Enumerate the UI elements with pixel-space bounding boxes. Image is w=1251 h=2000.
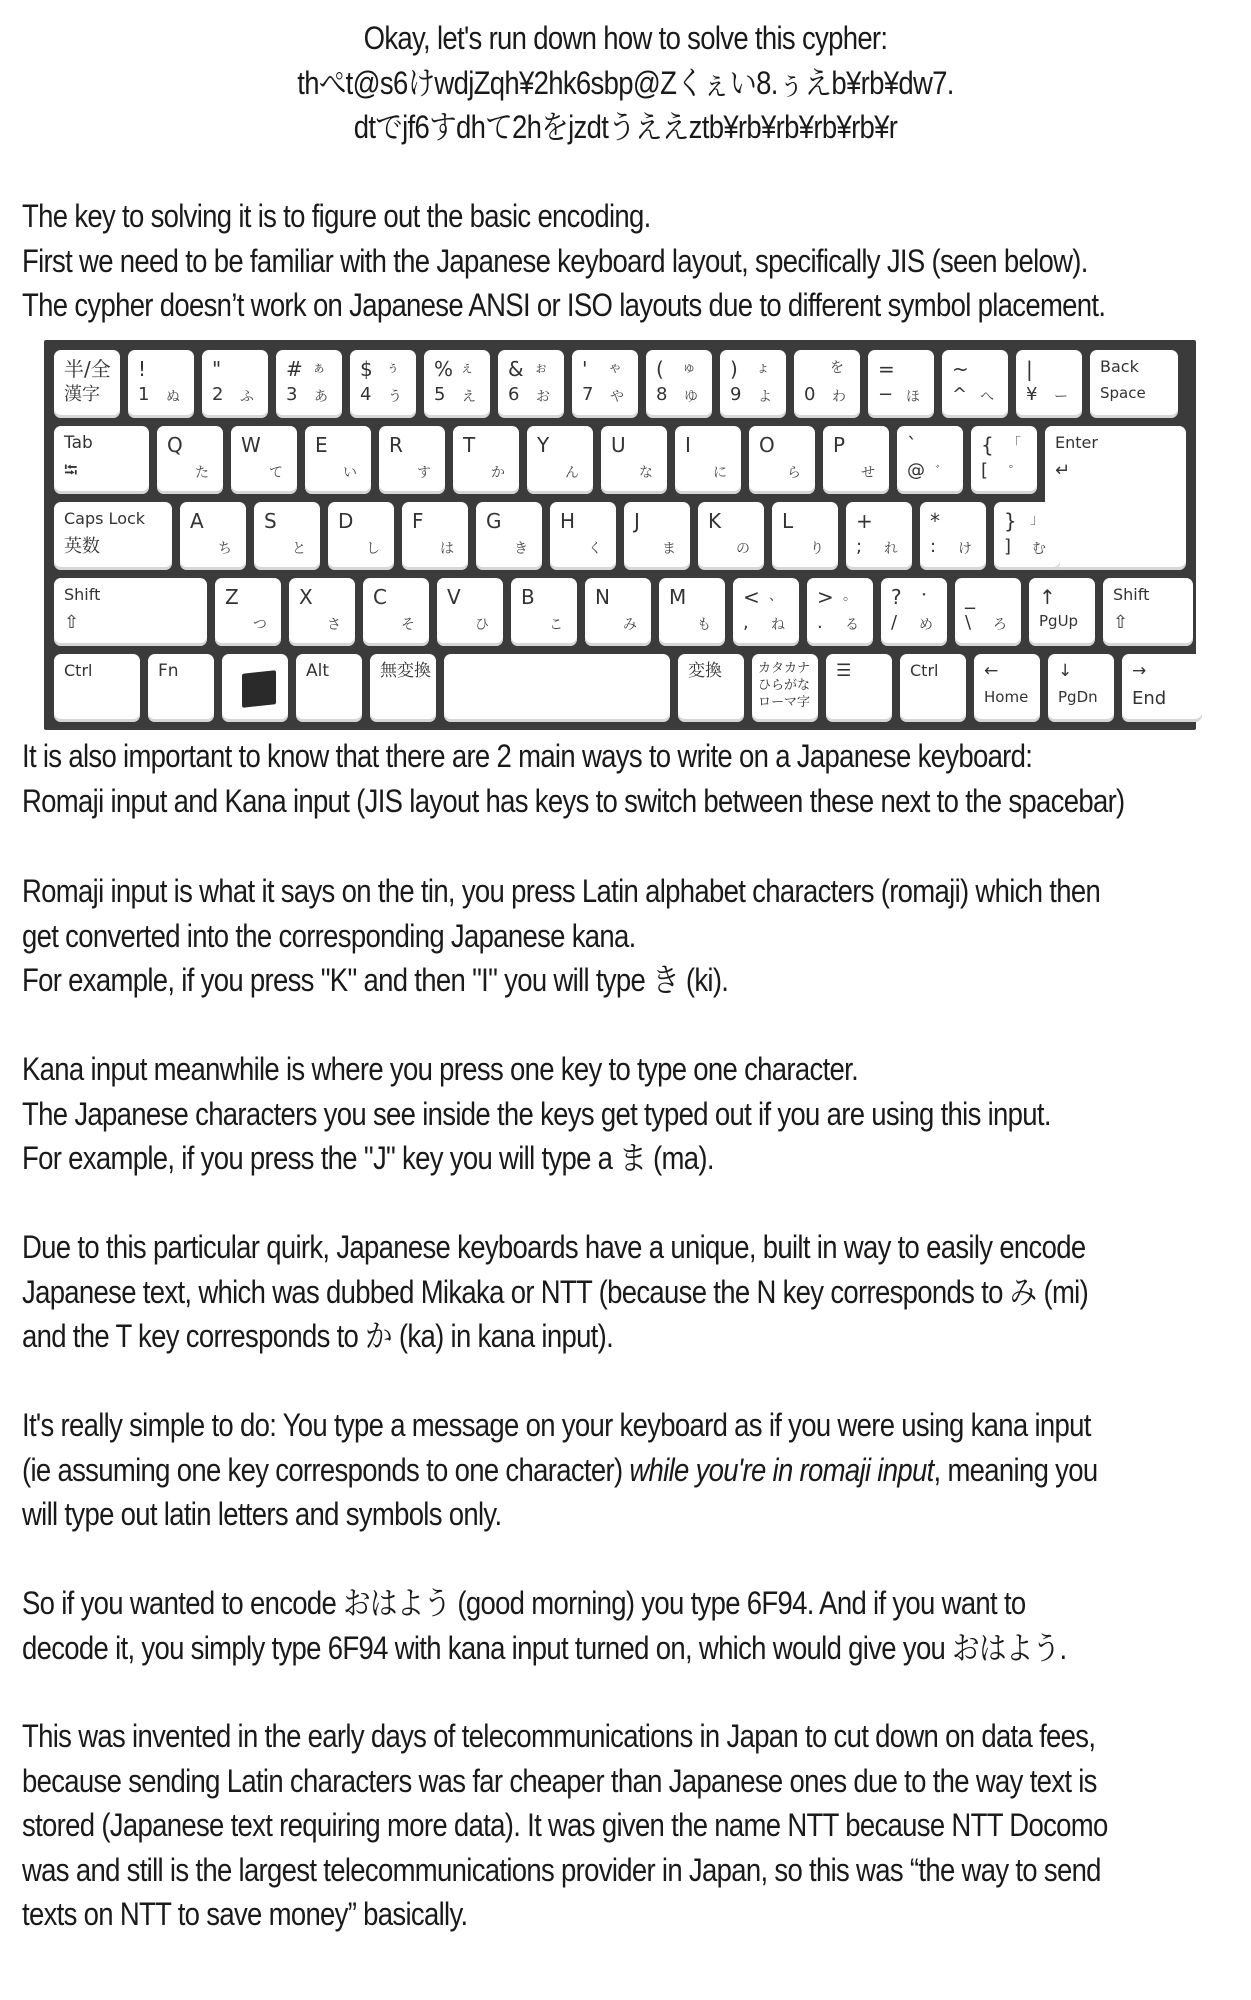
key-legend-k: ろ (993, 617, 1007, 633)
key-row1-1 (128, 350, 194, 418)
key-legend-ka: ぉ (534, 360, 548, 376)
key-legend-b: Space (1100, 384, 1146, 402)
key-legend-a: $ (360, 357, 373, 381)
key-row3-0 (54, 502, 172, 570)
key-legend-k: ま (662, 541, 676, 557)
paragraph-line: The cypher doesn’t work on Japanese ANSI or ISO layouts due to different symbol placement. (22, 287, 1106, 323)
key-row4-3 (363, 578, 429, 646)
key-legend-b: End (1132, 688, 1167, 709)
paragraph-line: First we need to be familiar with the Japanese keyboard layout, specifically JIS (seen below). (22, 242, 1088, 279)
key-legend-a: ☰ (836, 661, 852, 681)
key-legend-b: PgDn (1058, 688, 1098, 706)
paragraph-line: Romaji input and Kana input (JIS layout has keys to switch between these next to the spacebar) (22, 782, 1125, 819)
key-row5-4 (370, 654, 436, 722)
key-legend-a: Shift (64, 585, 101, 604)
paragraph-line: The Japanese characters you see inside the keys get typed out if you are using this input. (22, 1095, 1051, 1132)
cypher-line-1: thぺt@s6けwdjZqh¥2hk6sbp@Zくぇい8.ぅえb¥rb¥dw7. (297, 64, 954, 101)
key-legend-ka: 、 (769, 588, 783, 604)
key-legend-a: ↑ (1039, 585, 1056, 609)
key-legend-a: ( (656, 357, 664, 381)
paragraph-line: Romaji input is what it says on the tin, you press Latin alphabet characters (romaji) which then (22, 873, 1101, 909)
key-legend-k: あ (314, 389, 328, 405)
key-row2-2 (231, 426, 297, 494)
key-legend-k: る (845, 617, 859, 633)
key-legend-k: ふ (240, 389, 254, 405)
key-row3-5 (476, 502, 542, 570)
paragraph-line: decode it, you simply type 6F94 with kana input turned on, which would give you おはよう. (22, 1629, 1067, 1666)
key-legend-k: ん (565, 465, 579, 481)
key-legend-ka: ょ (756, 360, 770, 376)
key-row1-0 (54, 350, 120, 418)
key-row4-0 (54, 578, 207, 646)
key-legend-k: は (440, 541, 454, 557)
key-legend-a: F (412, 509, 424, 533)
key-legend-a: V (447, 585, 461, 609)
key-legend-b: 8 (656, 384, 668, 405)
key-row4-7 (659, 578, 725, 646)
section-romaji (22, 869, 1235, 1003)
key-legend-b: ^ (952, 384, 968, 405)
key-legend-a: P (833, 433, 846, 457)
key-row4-1 (215, 578, 281, 646)
key-row4-12 (1029, 578, 1095, 646)
paragraph-line: get converted into the corresponding Japanese kana. (22, 917, 636, 954)
key-row5-7 (752, 654, 818, 722)
key-legend-k: ゜ (1009, 465, 1023, 481)
key-legend-a: C (373, 585, 387, 609)
key-legend-b: PgUp (1039, 612, 1079, 630)
paragraph-line-mixed (22, 1448, 1235, 1493)
key-legend-a: Enter (1055, 433, 1098, 452)
section-how-to (22, 1403, 1235, 1537)
key-legend-a: | (1026, 357, 1033, 381)
key-legend-b: 3 (286, 384, 298, 405)
paragraph-line: This was invented in the early days of telecommunications in Japan to cut down on data fees, (22, 1718, 1096, 1754)
key-legend-k: み (623, 617, 637, 633)
key-legend-k: て (269, 465, 283, 481)
key-legend-k: め (919, 617, 933, 633)
paragraph-line: So if you wanted to encode おはよう (good morning) you type 6F94. And if you want to (22, 1585, 1026, 1621)
key-row1-13 (1016, 350, 1082, 418)
paragraph-line: was and still is the largest telecommunications provider in Japan, so this was “the way to send (22, 1851, 1101, 1888)
key-row2-5 (453, 426, 519, 494)
key-row4-8 (733, 578, 799, 646)
key-legend-ka: ぇ (460, 360, 474, 376)
key-row2-11 (897, 426, 963, 494)
text-run: , meaning you (933, 1451, 1098, 1488)
key-legend-k: へ (980, 389, 994, 405)
key-legend-a: ← (984, 661, 999, 681)
key-row1-11 (868, 350, 934, 418)
key-legend-b: − (878, 384, 894, 405)
windows-logo-icon (242, 670, 276, 708)
key-legend-k: と (292, 541, 306, 557)
key-legend-a: G (486, 509, 502, 533)
key-legend-b: ひらがな (758, 678, 811, 693)
key-row5-11 (1048, 654, 1114, 722)
key-row4-4 (437, 578, 503, 646)
key-legend-a: Alt (306, 661, 330, 681)
key-legend-a: < (743, 585, 760, 609)
key-legend-a: M (669, 585, 687, 609)
key-legend-a: K (708, 509, 722, 533)
paragraph-line: The key to solving it is to figure out the basic encoding. (22, 198, 651, 234)
key-legend-k: よ (758, 389, 772, 405)
key-legend-ka: ゅ (682, 360, 696, 376)
key-row3-9 (772, 502, 838, 570)
key-legend-b: 2 (212, 384, 224, 405)
key-legend-k: ゛ (935, 465, 949, 481)
paragraph-line: For example, if you press the "J" key you will type a ま (ma). (22, 1140, 714, 1176)
key-legend-a: % (434, 357, 454, 381)
key-legend-a: D (338, 509, 354, 533)
key-legend-b: 英数 (64, 536, 100, 557)
key-legend-a: → (1132, 661, 1147, 681)
key-legend-a: Z (225, 585, 239, 609)
key-legend-a: L (782, 509, 794, 533)
key-legend-ka: ゃ (608, 360, 622, 376)
paragraph-line: It's really simple to do: You type a message on your keyboard as if you were using kana input (22, 1407, 1091, 1443)
key-row1-5 (424, 350, 490, 418)
key-legend-c: ローマ字 (758, 695, 811, 710)
key-legend-a: } (1004, 509, 1017, 533)
key-legend-k: く (588, 541, 602, 557)
text-run: (ie assuming one key corresponds to one character) (22, 1451, 630, 1488)
key-legend-a: " (212, 357, 222, 381)
key-legend-a: E (315, 433, 328, 457)
key-row5-2 (222, 654, 288, 722)
key-row3-1 (180, 502, 246, 570)
section-kana (22, 1047, 1235, 1181)
key-legend-k: ー (1054, 389, 1068, 405)
key-legend-k: ぬ (166, 389, 180, 405)
key-legend-k: お (536, 389, 550, 405)
key-legend-a: B (521, 585, 535, 609)
paragraph-line: and the T key corresponds to か (ka) in kana input). (22, 1318, 614, 1354)
intro-block (0, 16, 1251, 150)
key-legend-k: り (810, 541, 824, 557)
paragraph-line: Japanese text, which was dubbed Mikaka or NTT (because the N key corresponds to み (mi) (22, 1273, 1089, 1310)
key-legend-k: き (514, 541, 528, 557)
key-legend-a: N (595, 585, 610, 609)
paragraph-line: For example, if you press "K" and then "I" you will type き (ki). (22, 962, 729, 998)
key-row2-0 (54, 426, 149, 494)
key-legend-k: わ (832, 389, 846, 405)
key-legend-k: に (713, 465, 727, 481)
key-legend-k: か (491, 465, 505, 481)
paragraph-line: Kana input meanwhile is where you press one key to type one character. (22, 1051, 859, 1087)
key-legend-a: Fn (158, 661, 179, 681)
key-legend-a: O (759, 433, 775, 457)
key-legend-k: う (388, 389, 402, 405)
paragraph-line: because sending Latin characters was far cheaper than Japanese ones due to the way text is (22, 1762, 1097, 1799)
key-legend-k: た (195, 465, 209, 481)
key-row5-0 (54, 654, 140, 722)
paragraph-line: It is also important to know that there are 2 main ways to write on a Japanese keyboard: (22, 738, 1033, 774)
key-row4-6 (585, 578, 651, 646)
key-legend-a: W (241, 433, 261, 457)
key-legend-k: し (366, 541, 380, 557)
key-row3-12 (994, 502, 1060, 570)
key-row5-3 (296, 654, 362, 722)
key-legend-ka: ・ (917, 588, 931, 604)
key-legend-k: い (343, 465, 357, 481)
key-row1-7 (572, 350, 638, 418)
key-row3-10 (846, 502, 912, 570)
key-row2-10 (823, 426, 889, 494)
key-legend-k: れ (884, 541, 898, 557)
key-legend-a: Ctrl (64, 661, 93, 680)
key-legend-k: ね (771, 617, 785, 633)
key-row2-4 (379, 426, 445, 494)
key-legend-a: X (299, 585, 313, 609)
key-legend-ka: 」 (1030, 512, 1044, 528)
key-legend-b: : (930, 536, 937, 557)
key-legend-b: ] (1004, 536, 1012, 557)
key-legend-b: @ (907, 460, 925, 481)
key-row2-9 (749, 426, 815, 494)
key-row5-6 (678, 654, 744, 722)
key-legend-b: 4 (360, 384, 372, 405)
key-row1-10 (794, 350, 860, 418)
key-legend-a: H (560, 509, 576, 533)
key-legend-a: J (634, 509, 640, 533)
key-legend-b: ; (856, 536, 863, 557)
key-legend-a: { (981, 433, 994, 457)
key-legend-k: ひ (475, 617, 489, 633)
key-legend-a: = (878, 357, 895, 381)
key-legend-b: Home (984, 688, 1029, 706)
key-legend-a: S (264, 509, 277, 533)
key-row2-13 (1045, 426, 1186, 570)
section-encoding (22, 194, 1235, 328)
key-row4-13 (1103, 578, 1193, 646)
key-row5-8 (826, 654, 892, 722)
key-legend-a: ) (730, 357, 738, 381)
key-legend-a: ~ (952, 357, 969, 381)
key-row3-7 (624, 502, 690, 570)
key-legend-k: ら (787, 465, 801, 481)
key-row4-11 (955, 578, 1021, 646)
key-legend-a: # (286, 357, 303, 381)
jis-keyboard-diagram (44, 340, 1196, 730)
key-legend-ka: ぁ (312, 360, 326, 376)
key-legend-a: Ctrl (910, 661, 939, 680)
key-legend-a: * (930, 509, 940, 533)
key-legend-ka: を (830, 360, 844, 376)
key-row4-10 (881, 578, 947, 646)
key-legend-a: Shift (1113, 585, 1150, 604)
key-legend-a: カタカナ (758, 661, 811, 676)
key-legend-k: や (610, 389, 624, 405)
key-legend-b: [ (981, 460, 989, 481)
key-row5-9 (900, 654, 966, 722)
key-row4-5 (511, 578, 577, 646)
key-legend-a: _ (965, 585, 975, 609)
key-legend-k: の (736, 541, 750, 557)
intro-title: Okay, let's run down how to solve this cypher: (363, 20, 888, 56)
key-legend-k: こ (549, 617, 563, 633)
key-legend-k: け (958, 541, 972, 557)
key-row1-12 (942, 350, 1008, 418)
key-row1-4 (350, 350, 416, 418)
key-legend-a: ↓ (1058, 661, 1073, 681)
key-legend-b: . (817, 612, 823, 633)
key-legend-a: I (685, 433, 691, 457)
cypher-line-2: dtでjf6すdhて2hをjzdtうええztb¥rb¥rb¥rb¥rb¥r (353, 109, 898, 145)
key-legend-b: ¥ (1026, 384, 1038, 405)
key-row2-8 (675, 426, 741, 494)
key-row3-6 (550, 502, 616, 570)
key-legend-k: む (1032, 541, 1046, 557)
paragraph-line: will type out latin letters and symbols only. (22, 1496, 502, 1532)
key-legend-a: 半/全 (64, 357, 111, 381)
key-legend-b: 9 (730, 384, 742, 405)
key-legend-a: ` (907, 433, 917, 457)
key-legend-a: ! (138, 357, 147, 381)
key-row5-5 (444, 654, 670, 722)
paragraph-line: texts on NTT to save money” basically. (22, 1896, 468, 1932)
key-legend-b: / (891, 612, 898, 633)
key-row5-10 (974, 654, 1040, 722)
key-row5-1 (148, 654, 214, 722)
key-legend-b: ↵ (1055, 460, 1071, 481)
key-legend-k: な (639, 465, 653, 481)
key-legend-a: & (508, 357, 524, 381)
key-legend-k: ほ (906, 389, 920, 405)
key-legend-b: 1 (138, 384, 150, 405)
key-legend-a: 無変換 (380, 661, 431, 681)
key-row2-3 (305, 426, 371, 494)
key-row3-3 (328, 502, 394, 570)
section-history (22, 1714, 1235, 1937)
key-row2-6 (527, 426, 593, 494)
key-legend-k: ち (218, 541, 232, 557)
emphasis-text: while you're in romaji input (629, 1451, 934, 1488)
key-legend-a: ' (582, 357, 588, 381)
key-legend-a: Caps Lock (64, 509, 146, 528)
key-row1-14 (1090, 350, 1178, 418)
key-row5-12 (1122, 654, 1202, 722)
key-legend-ka: 「 (1007, 436, 1021, 452)
key-row2-7 (601, 426, 667, 494)
key-legend-b: 7 (582, 384, 594, 405)
key-legend-a: T (463, 433, 476, 457)
key-legend-b: 6 (508, 384, 520, 405)
key-row1-6 (498, 350, 564, 418)
key-legend-a: + (856, 509, 873, 533)
key-legend-b: , (743, 612, 749, 633)
key-row3-11 (920, 502, 986, 570)
key-row1-3 (276, 350, 342, 418)
key-row3-2 (254, 502, 320, 570)
key-legend-a: ? (891, 585, 902, 609)
key-row1-8 (646, 350, 712, 418)
key-row1-2 (202, 350, 268, 418)
key-legend-b: 5 (434, 384, 446, 405)
key-legend-k: ゆ (684, 389, 698, 405)
key-legend-a: Tab (64, 433, 93, 453)
key-legend-b: ⇧ (64, 612, 80, 633)
key-legend-k: え (462, 389, 476, 405)
key-legend-k: す (417, 465, 431, 481)
key-legend-a: > (817, 585, 834, 609)
key-legend-ka: 。 (843, 588, 857, 604)
key-row1-9 (720, 350, 786, 418)
key-legend-k: つ (253, 617, 267, 633)
key-legend-b: \ (965, 612, 972, 633)
key-row3-4 (402, 502, 468, 570)
key-legend-a: R (389, 433, 403, 457)
key-legend-b: ⇧ (1113, 612, 1129, 633)
key-legend-b: 漢字 (64, 384, 100, 405)
key-legend-b: ⭾ (64, 460, 78, 481)
key-legend-b: 0 (804, 384, 816, 405)
section-mikaka (22, 1225, 1235, 1359)
section-example (22, 1581, 1235, 1670)
key-row3-8 (698, 502, 764, 570)
key-row2-1 (157, 426, 223, 494)
key-legend-a: A (190, 509, 204, 533)
key-legend-k: そ (401, 617, 415, 633)
key-row2-12 (971, 426, 1037, 494)
key-legend-a: U (611, 433, 626, 457)
key-legend-a: Q (167, 433, 183, 457)
key-legend-a: Back (1100, 357, 1139, 376)
paragraph-line: stored (Japanese text requiring more data). It was given the name NTT because NTT Docomo (22, 1807, 1108, 1843)
key-row4-9 (807, 578, 873, 646)
paragraph-line: Due to this particular quirk, Japanese keyboards have a unique, built in way to easily encode (22, 1229, 1086, 1265)
key-legend-a: 変換 (688, 661, 722, 681)
key-legend-k: さ (327, 617, 341, 633)
key-row4-2 (289, 578, 355, 646)
key-legend-ka: ぅ (386, 360, 400, 376)
key-legend-a: Y (537, 433, 550, 457)
section-input-modes (22, 734, 1235, 823)
key-legend-k: せ (861, 465, 875, 481)
key-legend-k: も (697, 617, 711, 633)
